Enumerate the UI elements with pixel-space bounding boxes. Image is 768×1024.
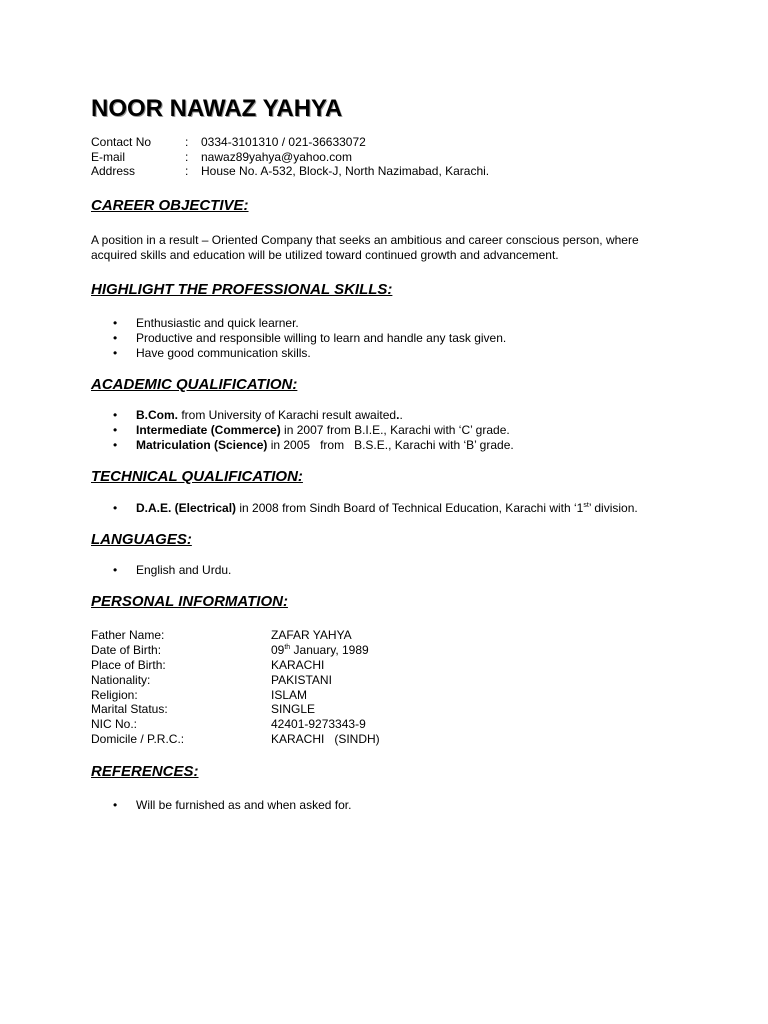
diploma-detail: in 2008 from Sindh Board of Technical Education, Karachi with ‘1 (236, 501, 584, 515)
info-value: ISLAM (271, 687, 308, 702)
list-item: • Productive and responsible willing to learn and handle any task given. (91, 331, 506, 346)
languages-heading: LANGUAGES: (91, 531, 192, 548)
info-row (91, 702, 380, 717)
academic-heading: ACADEMIC QUALIFICATION: (91, 376, 298, 393)
degree-name: B.Com. (136, 408, 178, 422)
colon: : (185, 164, 189, 178)
info-value: 42401-9273343-9 (271, 717, 366, 732)
list-item: • Will be furnished as and when asked for. (91, 798, 351, 813)
info-label: Date of Birth: (91, 642, 162, 657)
info-value: January, 1989 (290, 642, 369, 657)
degree-detail: in 2007 from B.I.E., Karachi with ‘C’ grade. (280, 423, 510, 437)
colon: : (185, 135, 189, 149)
dob-day: 09 (271, 642, 285, 657)
personal-info-table (91, 628, 380, 747)
address-label: Address (91, 164, 136, 178)
degree-name: Matriculation (Science) (136, 438, 268, 452)
info-row (91, 688, 380, 703)
info-label: Father Name: (91, 628, 165, 642)
degree-detail: in 2005 from B.S.E., Karachi with ‘B’ grade. (267, 438, 514, 452)
info-label: Religion: (91, 687, 138, 702)
info-row (91, 658, 380, 673)
candidate-name: NOOR NAWAZ YAHYA (91, 95, 343, 122)
degree-tail: . (396, 408, 400, 422)
contact-row (91, 164, 489, 179)
info-value: SINGLE (271, 702, 316, 717)
info-label: NIC No.: (91, 717, 138, 732)
info-row (91, 732, 380, 747)
list-item: • Have good communication skills. (91, 346, 506, 361)
list-item: • Enthusiastic and quick learner. (91, 316, 506, 331)
info-row (91, 717, 380, 732)
info-value: KARACHI (SINDH) (271, 732, 380, 747)
list-item (91, 438, 514, 453)
colon: : (185, 149, 189, 164)
references-heading: REFERENCES: (91, 763, 199, 780)
skills-heading: HIGHLIGHT THE PROFESSIONAL SKILLS: (91, 281, 393, 298)
contact-label: Contact No (91, 135, 152, 149)
objective-line: A position in a result – Oriented Company that seeks an ambitious and career conscious person, where (91, 233, 639, 247)
info-row (91, 673, 380, 688)
list-item (91, 501, 638, 516)
contact-row (91, 150, 489, 165)
info-value: KARACHI (271, 657, 325, 672)
objective-line: acquired skills and education will be utilized toward continued growth and advancement. (91, 248, 559, 262)
personal-info-heading: PERSONAL INFORMATION: (91, 593, 288, 610)
ordinal-suffix: th (284, 643, 291, 651)
references-list (91, 798, 351, 813)
email-value: nawaz89yahya@yahoo.com (201, 149, 352, 164)
info-row (91, 643, 380, 658)
career-objective-heading: CAREER OBJECTIVE: (91, 197, 249, 214)
address-value: House No. A-532, Block-J, North Nazimabad, Karachi. (201, 164, 490, 178)
languages-list (91, 563, 231, 578)
career-objective-text (91, 233, 691, 263)
info-label: Place of Birth: (91, 657, 166, 672)
info-row (91, 628, 380, 643)
info-value: PAKISTANI (271, 672, 332, 687)
diploma-name: D.A.E. (Electrical) (136, 501, 237, 515)
technical-heading: TECHNICAL QUALIFICATION: (91, 468, 303, 485)
info-label: Domicile / P.R.C.: (91, 732, 185, 747)
academic-list (91, 408, 514, 453)
technical-list (91, 501, 638, 516)
ordinal-suffix: st (583, 502, 589, 509)
list-item: • English and Urdu. (91, 563, 231, 578)
diploma-detail-end: ’ division. (588, 501, 638, 515)
skills-list (91, 316, 506, 361)
info-value: ZAFAR YAHYA (271, 628, 352, 642)
email-label: E-mail (91, 149, 126, 164)
contact-row (91, 135, 489, 150)
contact-block (91, 135, 489, 179)
degree-detail: from University of Karachi result awaited (178, 408, 397, 422)
info-label: Marital Status: (91, 702, 168, 717)
contact-value: 0334-3101310 / 021-36633072 (201, 135, 366, 149)
degree-name: Intermediate (Commerce) (136, 423, 281, 437)
list-item (91, 423, 514, 438)
list-item: • B.Com. from University of Karachi result awaited.. (91, 408, 514, 423)
info-label: Nationality: (91, 672, 151, 687)
